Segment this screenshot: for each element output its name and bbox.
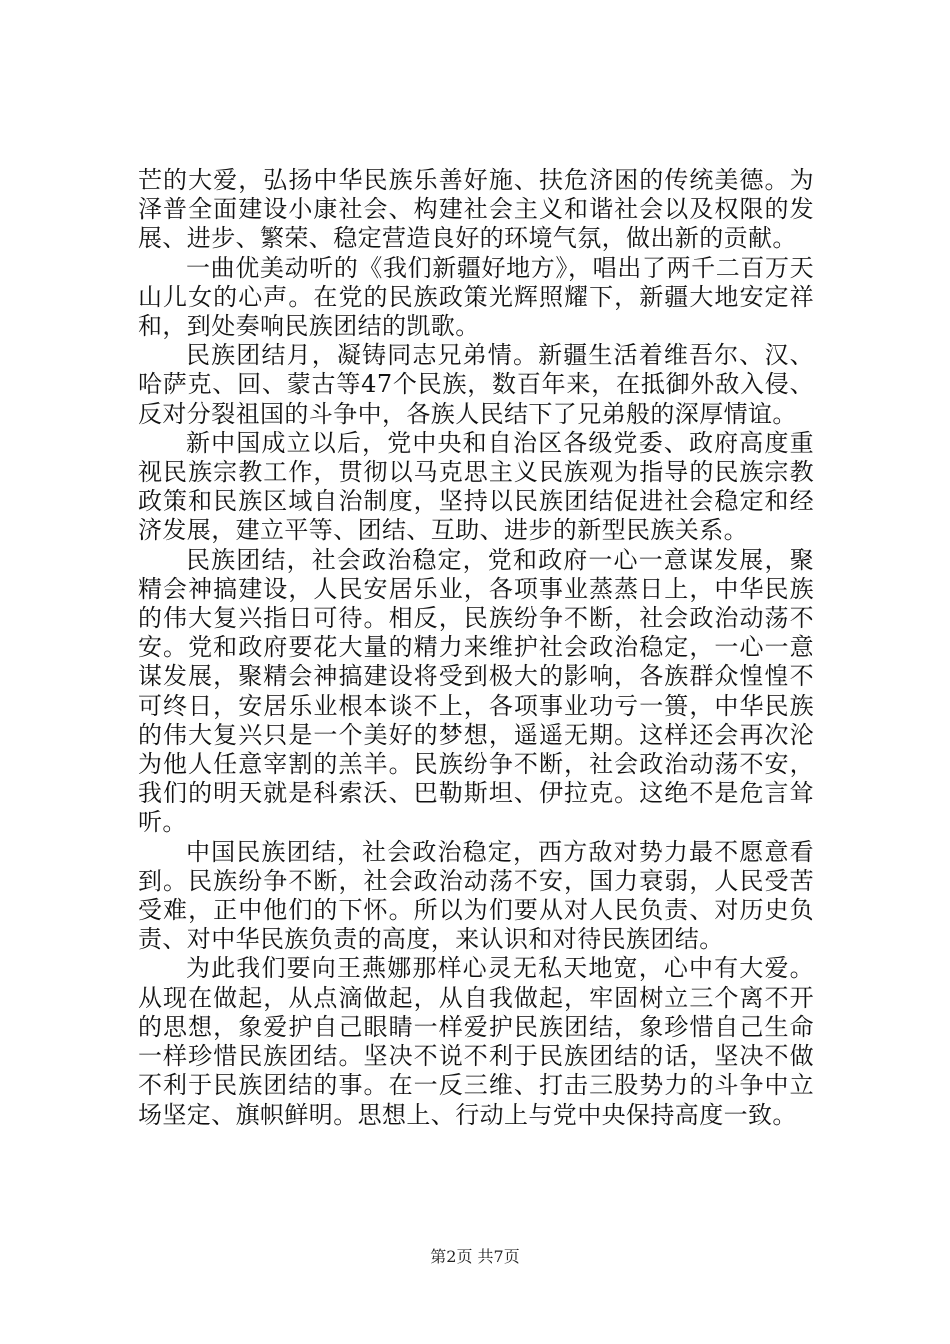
paragraph-1: 芒的大爱，弘扬中华民族乐善好施、扶危济困的传统美德。为泽普全面建设小康社会、构建社会主义和谐社会以及权限的发展、进步、繁荣、稳定营造良好的环境气氛，做出新的贡献。 <box>138 166 814 253</box>
paragraph-7: 为此我们要向王燕娜那样心灵无私天地宽，心中有大爱。从现在做起，从点滴做起，从自我做起，牢固树立三个离不开的思想，象爱护自己眼睛一样爱护民族团结，象珍惜自己生命一样珍惜民族团结。坚决不说不利于民族团结的话，坚决不做不利于民族团结的事。在一反三维、打击三股势力的斗争中立场坚定、旗帜鲜明。思想上、行动上与党中央保持高度一致。 <box>138 954 814 1129</box>
paragraph-2: 一曲优美动听的《我们新疆好地方》，唱出了两千二百万天山儿女的心声。在党的民族政策光辉照耀下，新疆大地安定祥和，到处奏响民族团结的凯歌。 <box>138 253 814 341</box>
paragraph-6: 中国民族团结，社会政治稳定，西方敌对势力最不愿意看到。民族纷争不断，社会政治动荡不安，国力衰弱，人民受苦受难，正中他们的下怀。所以为们要从对人民负责、对历史负责、对中华民族负责的高度，来认识和对待民族团结。 <box>138 837 814 954</box>
page-number-footer: 第2页 共7页 <box>430 1247 520 1266</box>
document-body <box>138 166 814 1130</box>
paragraph-4: 新中国成立以后，党中央和自治区各级党委、政府高度重视民族宗教工作，贯彻以马克思主义民族观为指导的民族宗教政策和民族区域自治制度，坚持以民族团结促进社会稳定和经济发展，建立平等、团结、互助、进步的新型民族关系。 <box>138 428 814 545</box>
paragraph-3: 民族团结月，凝铸同志兄弟情。新疆生活着维吾尔、汉、哈萨克、回、蒙古等47个民族，数百年来，在抵御外敌入侵、反对分裂祖国的斗争中，各族人民结下了兄弟般的深厚情谊。 <box>138 341 814 428</box>
paragraph-5: 民族团结，社会政治稳定，党和政府一心一意谋发展，聚精会神搞建设，人民安居乐业，各项事业蒸蒸日上，中华民族的伟大复兴指日可待。相反，民族纷争不断，社会政治动荡不安。党和政府要花大量的精力来维护社会政治稳定，一心一意谋发展，聚精会神搞建设将受到极大的影响，各族群众惶惶不可终日，安居乐业根本谈不上，各项事业功亏一篑，中华民族的伟大复兴只是一个美好的梦想，遥遥无期。这样还会再次沦为他人任意宰割的羔羊。民族纷争不断，社会政治动荡不安，我们的明天就是科索沃、巴勒斯坦、伊拉克。这绝不是危言耸听。 <box>138 545 814 837</box>
